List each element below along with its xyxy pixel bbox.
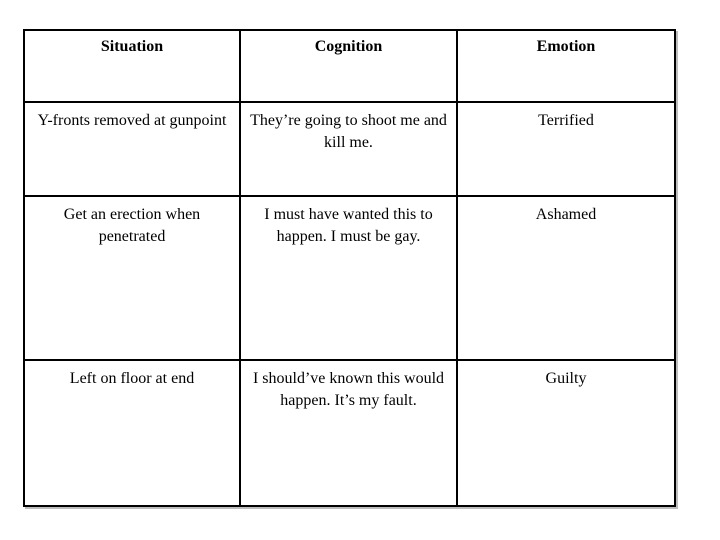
cognition-cell: They’re going to shoot me and kill me. [240,102,457,196]
situation-cell: Get an erection when penetrated [24,196,240,360]
header-situation: Situation [24,30,240,102]
cognition-cell: I must have wanted this to happen. I must be gay. [240,196,457,360]
table-row [24,102,675,196]
table-header-row [24,30,675,102]
emotion-cell: Terrified [457,102,675,196]
emotion-cell: Guilty [457,360,675,506]
situation-cell: Y-fronts removed at gunpoint [24,102,240,196]
cognition-cell: I should’ve known this would happen. It’s my fault. [240,360,457,506]
header-cognition: Cognition [240,30,457,102]
header-emotion: Emotion [457,30,675,102]
table-row [24,196,675,360]
emotion-cell: Ashamed [457,196,675,360]
situation-cell: Left on floor at end [24,360,240,506]
table-row [24,360,675,506]
situation-cognition-emotion-table [23,29,676,507]
